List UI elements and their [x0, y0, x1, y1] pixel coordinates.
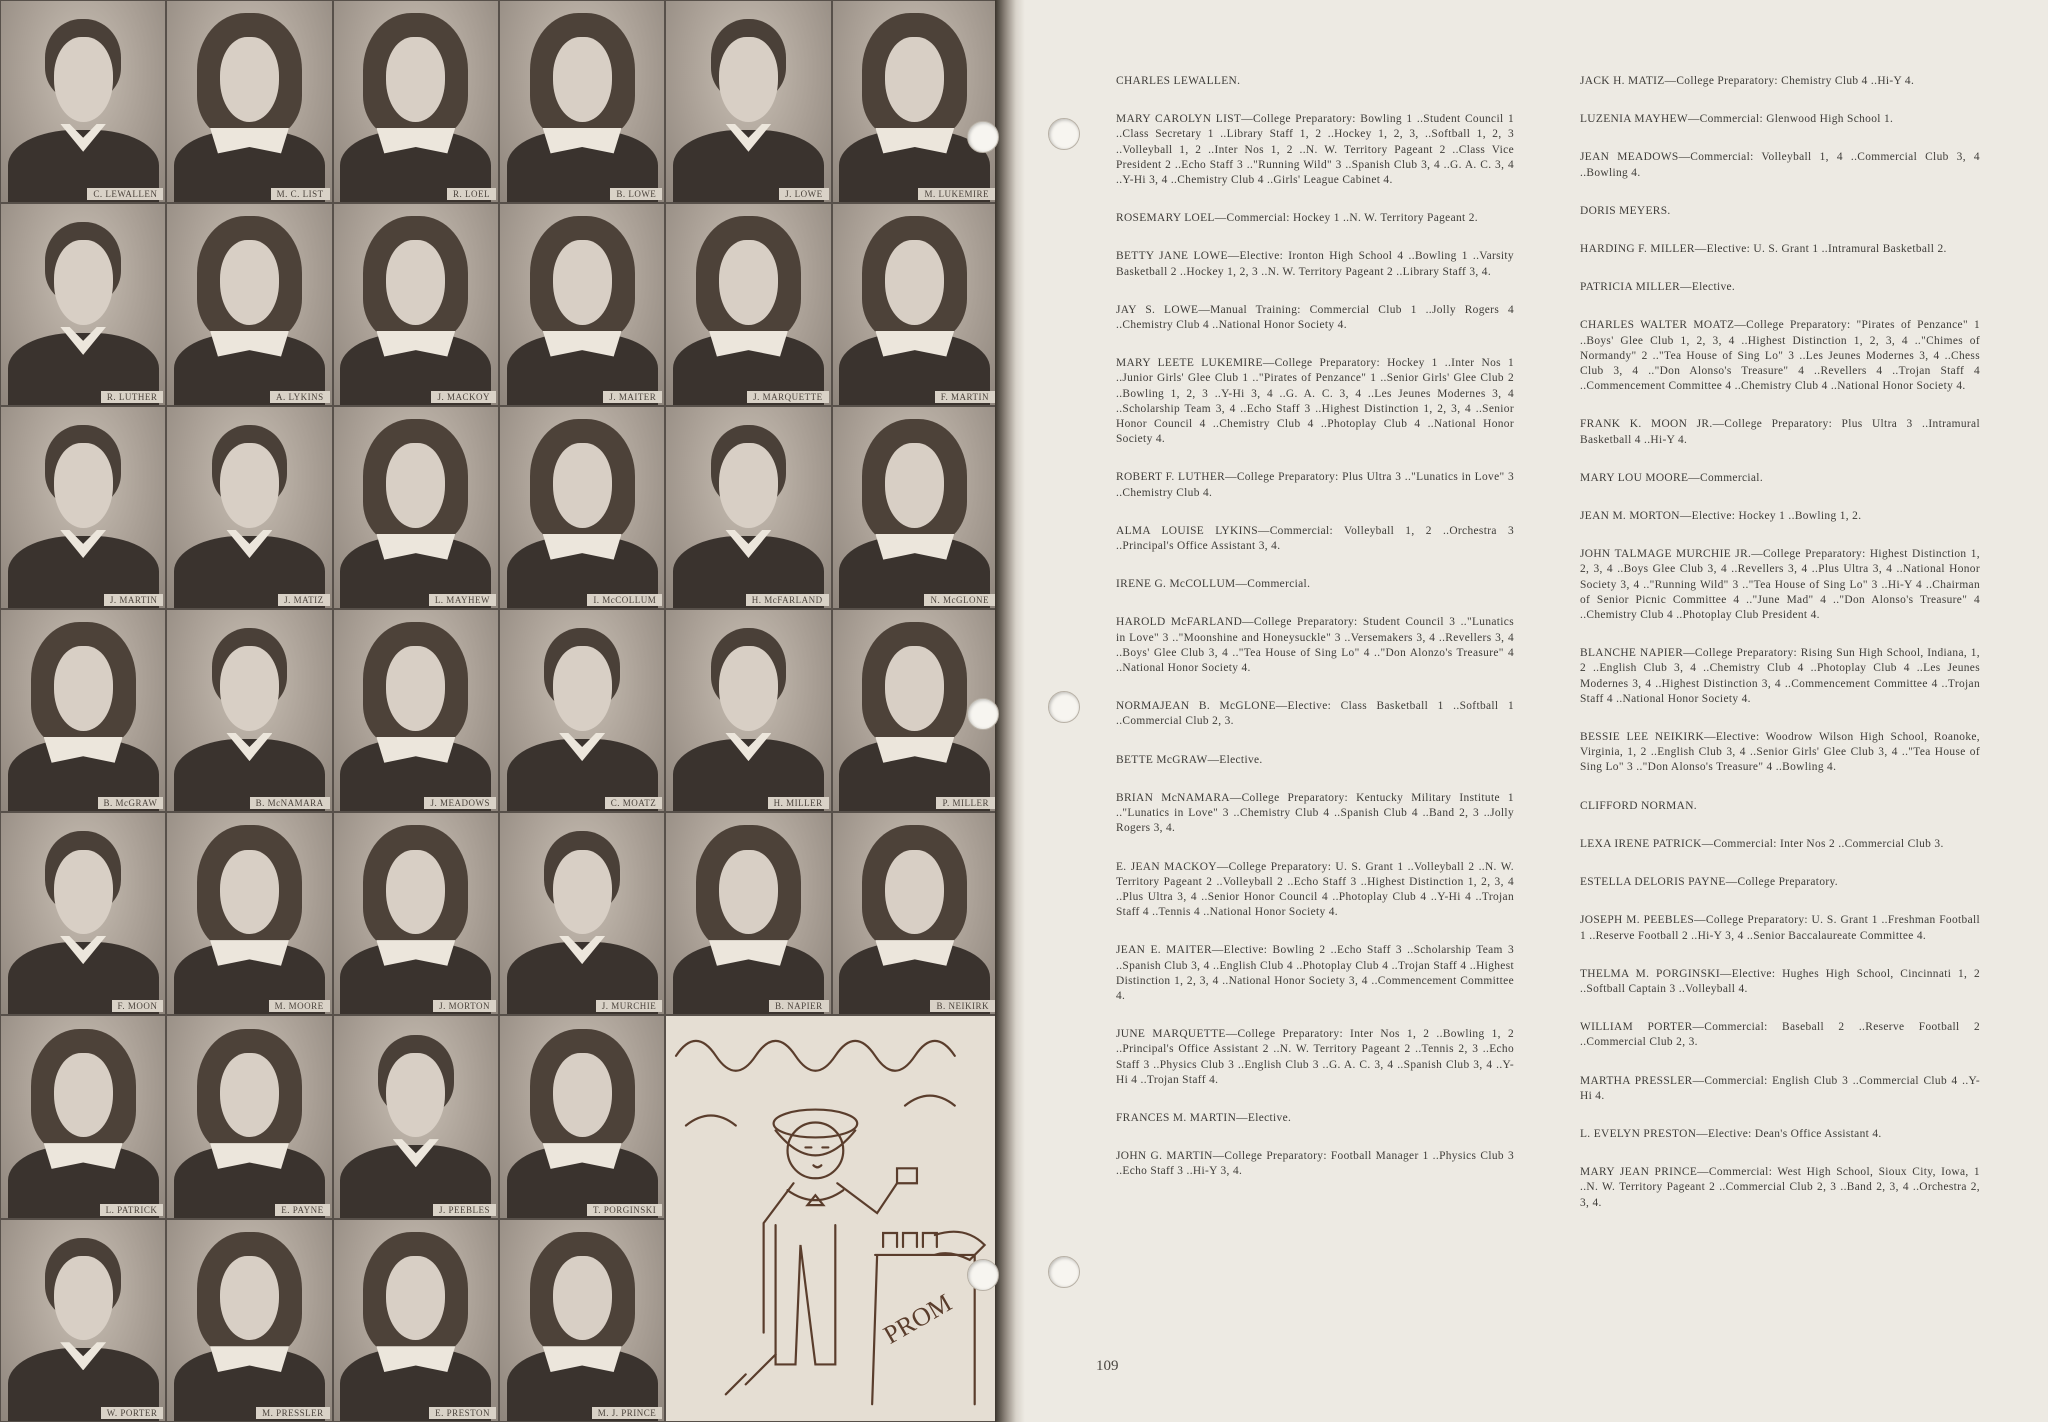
binder-hole-top	[1048, 118, 1080, 150]
senior-portrait	[166, 609, 332, 812]
senior-portrait	[166, 406, 332, 609]
portrait-name-label: B. McGRAW	[98, 797, 164, 809]
senior-portrait	[499, 203, 665, 406]
senior-portrait	[333, 812, 499, 1015]
binder-hole-bottom	[1048, 1256, 1080, 1288]
senior-entry	[1580, 242, 1980, 257]
senior-name: MARTHA PRESSLER	[1580, 1074, 1693, 1087]
senior-portrait	[499, 1219, 665, 1422]
senior-activities: —College Preparatory: Plus Ultra 3 .."Lunatics in Love" 3 ..Chemistry Club 4.	[1116, 471, 1514, 499]
senior-entry	[1116, 860, 1514, 921]
portrait-name-label: M. J. PRINCE	[592, 1407, 663, 1419]
portrait-face	[220, 443, 279, 527]
senior-entry	[1580, 509, 1980, 524]
senior-activities: —College Preparatory: Rising Sun High School, Indiana, 1, 2 ..English Club 3, 4 ..Chemistry Club 4 ..Photoplay Club 4 ..Les Jeunes Modernes 3, 4 ..Highest Distinction 3, 4 ..Commencement Committee 4 ..Trojan Staff 4 ..National Honor Society 4.	[1580, 647, 1981, 705]
senior-entry	[1580, 1165, 1980, 1211]
portrait-face	[386, 443, 445, 527]
senior-activities: —College Preparatory: "Pirates of Penzance" 1 ..Boys' Glee Club 1, 2, 3, 4 ..Highest Distinction 1, 2, 3, 4 .."Chimes of Normandy" 2 .."Tea House of Sing Lo" 3 ..Les Jeunes Modernes 3, 4 ..Chess Club 3, 4 .."Don Alonso's Treasure" 4 ..Revellers 4 ..Trojan Staff 4 ..Commencement Committee 4 ..Chemistry Club 4 ..National Honor Society 4.	[1580, 319, 1980, 393]
senior-activities: —Elective: Hughes High School, Cincinnati 1, 2 ..Softball Captain 3 ..Volleyball 4.	[1580, 967, 1981, 995]
senior-activities: —Elective: U. S. Grant 1 ..Intramural Basketball 2.	[1694, 243, 1947, 256]
senior-activities: —College Preparatory: Chemistry Club 4 ..Hi-Y 4.	[1664, 75, 1915, 87]
senior-entry	[1116, 249, 1514, 279]
portrait-face	[386, 1053, 445, 1137]
senior-activities: —Commercial: West High School, Sioux City, Iowa, 1 ..N. W. Territory Pageant 2 ..Commercial Club 2, 3 ..Band 2, 3, 4 ..Orchestra 2, 3, 4.	[1580, 1166, 1980, 1209]
senior-activities: —College Preparatory: Plus Ultra 3 ..Intramural Basketball 4 ..Hi-Y 4.	[1580, 418, 1980, 446]
portrait-face	[54, 443, 113, 527]
senior-portrait	[499, 0, 665, 203]
senior-entry	[1116, 791, 1514, 837]
senior-name: PATRICIA MILLER	[1580, 281, 1681, 294]
portrait-name-label: T. PORGINSKI	[587, 1204, 662, 1216]
senior-activities: —Commercial: Volleyball 1, 4 ..Commercial Club 3, 4 ..Bowling 4.	[1580, 151, 1980, 179]
portrait-name-label: J. MURCHIE	[596, 1000, 663, 1012]
senior-entry	[1580, 1127, 1980, 1142]
portrait-face	[719, 37, 778, 121]
senior-portrait	[499, 406, 665, 609]
senior-name: HARDING F. MILLER	[1580, 243, 1695, 256]
senior-portrait	[166, 1015, 332, 1218]
senior-name: MARY CAROLYN LIST	[1116, 113, 1242, 126]
portrait-face	[220, 37, 279, 121]
senior-name: BETTE McGRAW	[1116, 753, 1208, 766]
portrait-face	[54, 1053, 113, 1137]
senior-entry	[1580, 967, 1980, 997]
senior-name: HAROLD McFARLAND	[1116, 616, 1243, 629]
portrait-face	[54, 646, 113, 730]
senior-entry	[1580, 204, 1980, 219]
portrait-face	[553, 37, 612, 121]
senior-entry	[1116, 356, 1514, 447]
senior-portrait	[832, 203, 998, 406]
senior-portrait	[166, 203, 332, 406]
portrait-name-label: A. LYKINS	[270, 391, 330, 403]
senior-activities: —Commercial: Baseball 2 ..Reserve Football 2 ..Commercial Club 2, 3.	[1580, 1021, 1980, 1049]
portrait-name-label: F. MARTIN	[935, 391, 995, 403]
binder-hole-top-left	[967, 121, 999, 153]
senior-activities: —Elective: Hockey 1 ..Bowling 1, 2.	[1679, 510, 1862, 523]
portrait-face	[54, 850, 113, 934]
senior-name: ROBERT F. LUTHER	[1116, 471, 1226, 484]
portrait-face	[553, 240, 612, 324]
senior-name: BRIAN McNAMARA	[1116, 791, 1230, 804]
senior-entry	[1580, 646, 1980, 707]
senior-photo-grid	[0, 0, 998, 1422]
senior-name: MARY JEAN PRINCE	[1580, 1166, 1698, 1179]
senior-entry	[1580, 547, 1980, 623]
senior-entry	[1116, 943, 1514, 1004]
binder-hole-middle	[1048, 691, 1080, 723]
senior-activities: —College Preparatory: Inter Nos 1, 2 ..Bowling 1, 2 ..Principal's Office Assistant 2 ..N. W. Territory Pageant 2 ..Tennis 2, 3 ..Echo Staff 3 ..Physics Club 3 ..English Club 3 ..G. A. C. 3, 4 ..Spanish Club 3, 4 ..Y-Hi 4 ..Trojan Staff 4.	[1116, 1028, 1514, 1086]
portrait-name-label: J. PEEBLES	[433, 1204, 496, 1216]
page-number: 109	[1096, 1358, 1119, 1374]
senior-name: FRANCES M. MARTIN	[1116, 1111, 1237, 1124]
prom-sign-text: PROM	[878, 1288, 957, 1351]
portrait-name-label: W. PORTER	[101, 1407, 164, 1419]
portrait-name-label: L. PATRICK	[100, 1204, 164, 1216]
senior-entry	[1116, 577, 1514, 592]
senior-activities: —Elective.	[1680, 281, 1736, 294]
senior-name: JAY S. LOWE	[1116, 303, 1199, 316]
portrait-name-label: R. LUTHER	[101, 391, 164, 403]
portrait-face	[386, 37, 445, 121]
senior-name: CLIFFORD NORMAN.	[1580, 799, 1697, 812]
senior-portrait	[0, 812, 166, 1015]
portrait-face	[553, 646, 612, 730]
senior-entry	[1580, 417, 1980, 447]
portrait-face	[553, 443, 612, 527]
senior-name: CHARLES LEWALLEN.	[1116, 75, 1241, 87]
senior-entry	[1580, 730, 1980, 776]
portrait-name-label: B. McNAMARA	[250, 797, 330, 809]
senior-portrait	[333, 1219, 499, 1422]
senior-portrait	[0, 1219, 166, 1422]
senior-portrait	[166, 1219, 332, 1422]
portrait-name-label: J. MARQUETTE	[747, 391, 829, 403]
senior-activities: —College Preparatory: Highest Distinction 1, 2, 3, 4 ..Boys Glee Club 3, 4 ..Revellers 3, 4 ..Plus Ultra 3, 4 ..National Honor Society 3, 4 .."Running Wild" 3 .."Tea House of Sing Lo" 3 ..Hi-Y 4 ..Chairman of Senior Picnic Committee 4 .."June Mad" 4 .."Don Alonso's Treasure" 4 ..Chemistry Club 4 ..Photoplay Club President 4.	[1580, 548, 1980, 622]
senior-activities: —Elective.	[1207, 753, 1263, 766]
prom-waiter-drawing	[666, 1016, 997, 1420]
portrait-face	[386, 240, 445, 324]
senior-activities: —College Preparatory: Student Council 3 .."Lunatics in Love" 3 .."Moonshine and Honeysuckle" 3 ..Versemakers 3, 4 ..Revellers 3, 4 ..Boys' Glee Club 3, 4 .."Tea House of Sing Lo" 4 .."Don Alonzo's Treasure" 4 ..National Honor Society 4.	[1116, 616, 1514, 675]
portrait-face	[719, 240, 778, 324]
portrait-face	[54, 240, 113, 324]
senior-name: JEAN E. MAITER	[1116, 944, 1212, 957]
senior-entry	[1116, 1149, 1514, 1179]
senior-portrait	[0, 1015, 166, 1218]
senior-entry	[1580, 837, 1980, 852]
portrait-name-label: M. C. LIST	[271, 188, 330, 200]
senior-activities: —Elective: Class Basketball 1 ..Softball 1 ..Commercial Club 2, 3.	[1116, 700, 1514, 728]
portrait-face	[220, 240, 279, 324]
portrait-name-label: H. MILLER	[768, 797, 829, 809]
senior-activities: —Elective: Woodrow Wilson High School, Roanoke, Virginia, 1, 2 ..English Club 3, 4 ..Senior Girls' Glee Club 3, 4 .."Tea House of Sing Lo" 3 .."Don Alonso's Treasure" 4 ..Bowling 4.	[1580, 731, 1980, 774]
binder-hole-middle-left	[967, 698, 999, 730]
senior-portrait	[832, 406, 998, 609]
senior-activities: —College Preparatory: U. S. Grant 1 ..Freshman Football 1 ..Reserve Football 2 ..Hi-Y 3, 4 ..Senior Baccalaureate Committee 4.	[1580, 914, 1980, 942]
senior-entry	[1116, 615, 1514, 676]
portrait-face	[220, 646, 279, 730]
senior-name: JOHN G. MARTIN	[1116, 1150, 1213, 1163]
senior-name: ROSEMARY LOEL	[1116, 212, 1215, 225]
portrait-name-label: F. MOON	[112, 1000, 164, 1012]
senior-activities: —Elective: Dean's Office Assistant 4.	[1696, 1127, 1882, 1140]
senior-portrait	[832, 0, 998, 203]
senior-name: E. JEAN MACKOY	[1116, 860, 1217, 873]
portrait-name-label: J. MACKOY	[431, 391, 496, 403]
senior-name: IRENE G. McCOLLUM	[1116, 578, 1236, 591]
senior-entry	[1116, 524, 1514, 554]
portrait-name-label: J. MEADOWS	[424, 797, 496, 809]
senior-name: MARY LEETE LUKEMIRE	[1116, 357, 1263, 370]
senior-activities-column-2	[1580, 74, 1980, 1234]
senior-activities: —Elective.	[1236, 1111, 1292, 1124]
binder-hole-bottom-left	[967, 1259, 999, 1291]
senior-name: LEXA IRENE PATRICK	[1580, 837, 1702, 850]
senior-activities: —College Preparatory: Football Manager 1 ..Physics Club 3 ..Echo Staff 3 ..Hi-Y 3, 4.	[1116, 1150, 1514, 1178]
senior-activities: —Commercial: Hockey 1 ..N. W. Territory Pageant 2.	[1214, 212, 1478, 225]
portrait-face	[54, 1256, 113, 1340]
portrait-name-label: J. MAITER	[603, 391, 662, 403]
portrait-face	[386, 646, 445, 730]
portrait-face	[719, 646, 778, 730]
senior-name: JEAN M. MORTON	[1580, 510, 1680, 523]
senior-portrait	[0, 609, 166, 812]
senior-portrait	[499, 609, 665, 812]
portrait-name-label: L. MAYHEW	[429, 594, 496, 606]
portrait-name-label: E. PRESTON	[429, 1407, 496, 1419]
portrait-name-label: B. LOWE	[610, 188, 662, 200]
portrait-name-label: R. LOEL	[447, 188, 496, 200]
left-page-photos	[0, 0, 1008, 1422]
senior-entry	[1116, 1027, 1514, 1088]
senior-entry	[1580, 74, 1980, 89]
senior-portrait	[0, 203, 166, 406]
senior-entry	[1580, 1020, 1980, 1050]
portrait-name-label: C. MOATZ	[605, 797, 663, 809]
senior-entry	[1116, 699, 1514, 729]
portrait-name-label: P. MILLER	[936, 797, 995, 809]
senior-activities: —Commercial: Inter Nos 2 ..Commercial Club 3.	[1701, 837, 1944, 850]
portrait-name-label: B. NAPIER	[769, 1000, 829, 1012]
senior-name: JACK H. MATIZ	[1580, 75, 1665, 87]
senior-name: DORIS MEYERS.	[1580, 204, 1671, 217]
senior-portrait	[333, 0, 499, 203]
senior-entry	[1580, 875, 1980, 890]
senior-portrait	[832, 812, 998, 1015]
senior-entry	[1580, 318, 1980, 394]
senior-name: MARY LOU MOORE	[1580, 471, 1689, 484]
senior-portrait	[499, 1015, 665, 1218]
portrait-name-label: M. MOORE	[269, 1000, 330, 1012]
senior-name: LUZENIA MAYHEW	[1580, 113, 1688, 126]
senior-portrait	[499, 812, 665, 1015]
senior-entry	[1116, 470, 1514, 500]
senior-activities: —Commercial: English Club 3 ..Commercial Club 4 ..Y-Hi 4.	[1580, 1074, 1980, 1102]
senior-entry	[1580, 913, 1980, 943]
senior-entry	[1116, 753, 1514, 768]
senior-activities: —Commercial.	[1688, 471, 1764, 484]
prom-illustration	[665, 1015, 998, 1421]
page-gutter	[995, 0, 1025, 1422]
portrait-face	[386, 850, 445, 934]
senior-activities: —College Preparatory: U. S. Grant 1 ..Volleyball 2 ..N. W. Territory Pageant 2 ..Volleyball 2 ..Echo Staff 3 ..Highest Distinction 1, 2, 3, 4 ..Plus Ultra 3, 4 ..Senior Honor Council 4 ..Photoplay Club 4 ..Y-Hi 4 ..Trojan Staff 4 ..Tennis 4 ..National Honor Society 4.	[1116, 860, 1514, 919]
senior-activities: —Elective: Bowling 2 ..Echo Staff 3 ..Scholarship Team 3 ..Spanish Club 3, 4 ..English Club 4 ..Photoplay Club 4 ..Trojan Staff 4 ..Highest Distinction 1, 2, 3, 4 ..National Honor Society 3, 4 ..Commencement Committee 4.	[1116, 944, 1514, 1002]
senior-entry	[1580, 150, 1980, 180]
portrait-face	[220, 850, 279, 934]
senior-portrait	[665, 609, 831, 812]
senior-entry	[1116, 1111, 1514, 1126]
portrait-name-label: B. NEIKIRK	[930, 1000, 995, 1012]
senior-name: ALMA LOUISE LYKINS	[1116, 524, 1258, 537]
senior-entry	[1580, 471, 1980, 486]
senior-portrait	[665, 203, 831, 406]
senior-name: JUNE MARQUETTE	[1116, 1028, 1226, 1041]
senior-activities: —College Preparatory: Hockey 1 ..Inter Nos 1 ..Junior Girls' Glee Club 1 .."Pirates of Penzance" 1 ..Senior Girls' Glee Club 2 ..Bowling 1, 2, 3 ..Y-Hi 3, 4 ..G. A. C. 3, 4 ..Les Jeunes Modernes 3, 4 ..Scholarship Team 3, 4 ..Echo Staff 3 ..Highest Distinction 1, 2, 3, 4 ..Senior Honor Council 4 ..Chemistry Club 4 ..Photoplay Club 4 ..National Honor Society 4.	[1116, 357, 1515, 446]
senior-name: JOSEPH M. PEEBLES	[1580, 914, 1695, 927]
senior-entry	[1580, 280, 1980, 295]
senior-portrait	[665, 812, 831, 1015]
senior-portrait	[166, 812, 332, 1015]
senior-portrait	[0, 0, 166, 203]
senior-portrait	[665, 0, 831, 203]
portrait-face	[54, 37, 113, 121]
portrait-face	[719, 850, 778, 934]
portrait-name-label: C. LEWALLEN	[87, 188, 163, 200]
portrait-face	[719, 443, 778, 527]
senior-activities: —College Preparatory: Bowling 1 ..Student Council 1 ..Class Secretary 1 ..Library Staff 1, 2 ..Hockey 1, 2, 3, ..Softball 1, 2, 3 ..Volleyball 1, 2 ..Inter Nos 1, 2 ..N. W. Territory Pageant 2 ..Class Vice President 2 ..Echo Staff 3 .."Running Wild" 3 ..Spanish Club 3, 4 ..G. A. C. 3, 4 ..Y-Hi 3, 4 ..Chemistry Club 4 ..Girls' League Cabinet 4.	[1116, 113, 1514, 187]
senior-entry	[1116, 112, 1514, 188]
senior-name: THELMA M. PORGINSKI	[1580, 967, 1720, 980]
senior-activities: —Commercial.	[1235, 578, 1311, 591]
portrait-name-label: N. McGLONE	[924, 594, 995, 606]
senior-activities: —Manual Training: Commercial Club 1 ..Jolly Rogers 4 ..Chemistry Club 4 ..National Honor Society 4.	[1116, 303, 1515, 332]
portrait-name-label: J. MORTON	[433, 1000, 496, 1012]
portrait-name-label: J. MATIZ	[278, 594, 330, 606]
portrait-face	[553, 850, 612, 934]
senior-entry	[1580, 1074, 1980, 1104]
senior-portrait	[333, 609, 499, 812]
portrait-face	[885, 443, 944, 527]
senior-entry	[1116, 211, 1514, 226]
senior-portrait	[333, 203, 499, 406]
portrait-name-label: H. McFARLAND	[746, 594, 829, 606]
senior-activities: —Commercial: Glenwood High School 1.	[1687, 113, 1894, 126]
senior-name: L. EVELYN PRESTON	[1580, 1127, 1697, 1140]
senior-activities: —Commercial: Volleyball 1, 2 ..Orchestra 3 ..Principal's Office Assistant 3, 4.	[1116, 524, 1514, 553]
portrait-face	[885, 850, 944, 934]
senior-name: NORMAJEAN B. McGLONE	[1116, 700, 1276, 713]
portrait-face	[885, 37, 944, 121]
senior-activities: —College Preparatory: Kentucky Military Institute 1 .."Lunatics in Love" 3 ..Chemistry Club 4 ..Spanish Club 4 ..Band 2, 3 ..Jolly Rogers 3, 4.	[1116, 791, 1514, 835]
portrait-name-label: M. LUKEMIRE	[918, 188, 995, 200]
portrait-face	[885, 646, 944, 730]
portrait-name-label: J. LOWE	[779, 188, 829, 200]
senior-name: BLANCHE NAPIER	[1580, 647, 1684, 660]
senior-name: ESTELLA DELORIS PAYNE	[1580, 876, 1726, 889]
portrait-face	[553, 1256, 612, 1340]
senior-activities: —Elective: Ironton High School 4 ..Bowling 1 ..Varsity Basketball 2 ..Hockey 1, 2, 3 ..N. W. Territory Pageant 2 ..Library Staff 3, 4.	[1116, 250, 1514, 278]
senior-portrait	[333, 406, 499, 609]
senior-entry	[1580, 112, 1980, 127]
senior-name: CHARLES WALTER MOATZ	[1580, 319, 1735, 332]
portrait-name-label: J. MARTIN	[104, 594, 163, 606]
senior-name: BETTY JANE LOWE	[1116, 250, 1228, 263]
senior-activities-column-1	[1116, 74, 1514, 1203]
portrait-name-label: I. McCOLLUM	[587, 594, 662, 606]
senior-portrait	[665, 406, 831, 609]
senior-name: WILLIAM PORTER	[1580, 1021, 1693, 1034]
senior-name: JOHN TALMAGE MURCHIE JR.	[1580, 548, 1752, 561]
senior-activities: —College Preparatory.	[1725, 876, 1839, 889]
senior-entry	[1116, 74, 1514, 89]
portrait-name-label: E. PAYNE	[275, 1204, 329, 1216]
senior-entry	[1580, 799, 1980, 814]
senior-portrait	[0, 406, 166, 609]
senior-name: JEAN MEADOWS	[1580, 151, 1679, 164]
senior-entry	[1116, 303, 1514, 333]
senior-name: BESSIE LEE NEIKIRK	[1580, 731, 1705, 744]
portrait-face	[885, 240, 944, 324]
portrait-face	[553, 1053, 612, 1137]
portrait-face	[220, 1053, 279, 1137]
portrait-face	[220, 1256, 279, 1340]
senior-portrait	[333, 1015, 499, 1218]
senior-portrait	[166, 0, 332, 203]
portrait-name-label: M. PRESSLER	[256, 1407, 330, 1419]
senior-name: FRANK K. MOON JR.	[1580, 418, 1713, 431]
